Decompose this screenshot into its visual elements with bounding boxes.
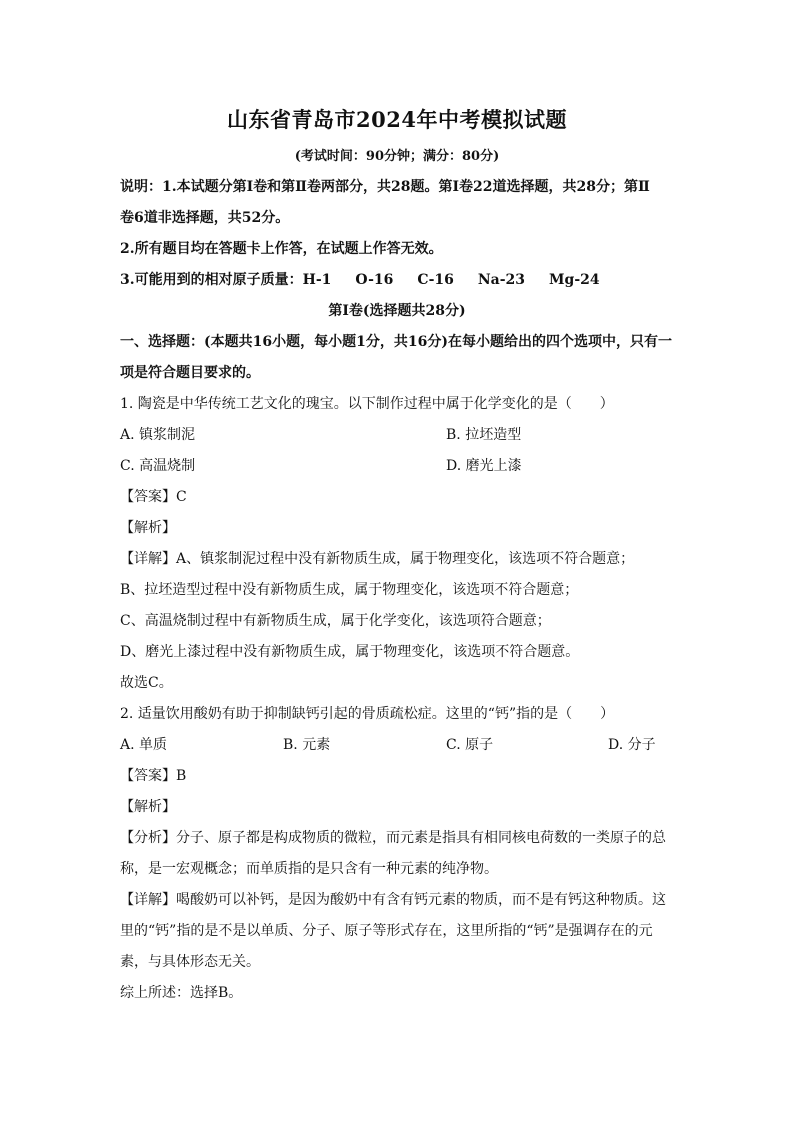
- question-2-stem: 2. 适量饮用酸奶有助于抑制缺钙引起的骨质疏松症。这里的“钙”指的是（ ）: [120, 706, 615, 722]
- page-title: 山东省青岛市2024年中考模拟试题: [227, 107, 567, 132]
- instruction-line-3: 2.所有题目均在答题卡上作答，在试题上作答无效。: [120, 241, 443, 257]
- q2-option-a: A. 单质: [120, 737, 168, 753]
- q2-detail-line: 素，与具体形态无关。: [120, 954, 260, 970]
- q1-analysis-label: 【解析】: [120, 520, 176, 536]
- q1-detail-line: D、磨光上漆过程中没有新物质生成，属于物理变化，该选项不符合题意。: [120, 644, 580, 660]
- q1-option-b: B. 拉坯造型: [446, 427, 522, 443]
- q1-answer: 【答案】C: [120, 489, 187, 505]
- q2-option-c: C. 原子: [446, 737, 494, 753]
- question-1-stem: 1. 陶瓷是中华传统工艺文化的瑰宝。以下制作过程中属于化学变化的是（ ）: [120, 396, 614, 412]
- q2-analysis-label: 【解析】: [120, 799, 176, 815]
- q1-detail-line: 【详解】A、镇浆制泥过程中没有新物质生成，属于物理变化，该选项不符合题意；: [120, 551, 635, 567]
- q2-conclusion: 综上所述：选择B。: [120, 985, 243, 1001]
- section-desc-1: 一、选择题：(本题共16小题，每小题1分，共16分)在每小题给出的四个选项中，只有一: [120, 334, 672, 350]
- mass-item: C-16: [417, 272, 454, 288]
- q1-option-c: C. 高温烧制: [120, 458, 196, 474]
- mass-item: Mg-24: [549, 272, 600, 288]
- q1-conclusion: 故选C。: [120, 675, 173, 691]
- mass-item: O-16: [355, 272, 394, 288]
- mass-item: H-1: [302, 272, 332, 288]
- q2-option-b: B. 元素: [283, 737, 331, 753]
- q1-detail-line: B、拉坯造型过程中没有新物质生成，属于物理变化，该选项不符合题意；: [120, 582, 579, 598]
- section-desc-2: 项是符合题目要求的。: [120, 365, 260, 381]
- q2-fenxi-line: 【分析】分子、原子都是构成物质的微粒，而元素是指具有相同核电荷数的一类原子的总: [120, 830, 666, 846]
- section-heading: 第Ⅰ卷(选择题共28分): [328, 303, 466, 319]
- atomic-masses: [120, 270, 624, 290]
- mass-item: Na-23: [477, 272, 526, 288]
- q1-option-a: A. 镇浆制泥: [120, 427, 196, 443]
- instruction-line-2: 卷6道非选择题，共52分。: [120, 210, 290, 226]
- q2-option-d: D. 分子: [608, 737, 656, 753]
- q2-answer: 【答案】B: [120, 768, 187, 784]
- q2-detail-line: 【详解】喝酸奶可以补钙，是因为酸奶中有含有钙元素的物质，而不是有钙这种物质。这: [120, 892, 666, 908]
- instruction-line-1: 说明：1.本试题分第Ⅰ卷和第Ⅱ卷两部分，共28题。第Ⅰ卷22道选择题，共28分；第Ⅱ: [120, 179, 650, 195]
- q1-detail-line: C、高温烧制过程中有新物质生成，属于化学变化，该选项符合题意；: [120, 613, 551, 629]
- exam-time-info: (考试时间：90分钟；满分：80分): [294, 149, 500, 164]
- q2-fenxi-line: 称，是一宏观概念；而单质指的是只含有一种元素的纯净物。: [120, 861, 498, 877]
- atomic-masses-label: 3.可能用到的相对原子质量：: [120, 272, 303, 288]
- q2-detail-line: 里的“钙”指的是不是以单质、分子、原子等形式存在，这里所指的“钙”是强调存在的元: [120, 923, 653, 939]
- q1-option-d: D. 磨光上漆: [446, 458, 522, 474]
